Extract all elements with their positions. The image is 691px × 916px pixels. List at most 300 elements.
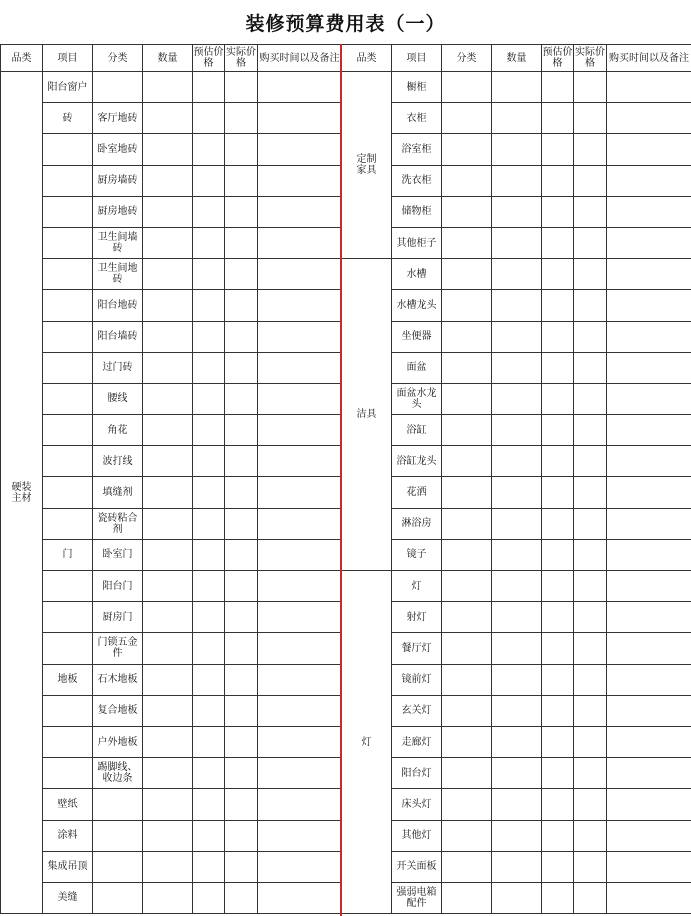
actual-price-cell[interactable] bbox=[574, 726, 607, 757]
note-cell[interactable] bbox=[607, 134, 691, 165]
qty-cell[interactable] bbox=[492, 290, 542, 321]
table-row bbox=[1, 259, 342, 290]
note-cell[interactable] bbox=[258, 633, 342, 664]
sub-cell[interactable] bbox=[442, 633, 492, 664]
note-cell[interactable] bbox=[607, 321, 691, 352]
qty-cell[interactable] bbox=[492, 602, 542, 633]
actual-price-cell[interactable] bbox=[225, 352, 258, 383]
sub-cell[interactable] bbox=[442, 508, 492, 539]
qty-cell[interactable] bbox=[492, 695, 542, 726]
est-price-cell[interactable] bbox=[542, 633, 574, 664]
actual-price-cell[interactable] bbox=[225, 290, 258, 321]
sub-cell[interactable] bbox=[442, 477, 492, 508]
sub-cell[interactable] bbox=[442, 227, 492, 258]
sub-cell[interactable] bbox=[442, 383, 492, 414]
actual-price-cell[interactable] bbox=[574, 539, 607, 570]
est-price-cell[interactable] bbox=[193, 726, 225, 757]
actual-price-cell[interactable] bbox=[225, 851, 258, 882]
qty-cell[interactable] bbox=[143, 477, 193, 508]
actual-price-cell[interactable] bbox=[225, 383, 258, 414]
item-cell: 其他灯 bbox=[392, 820, 442, 851]
qty-cell[interactable] bbox=[492, 352, 542, 383]
est-price-cell[interactable] bbox=[542, 227, 574, 258]
est-price-cell[interactable] bbox=[542, 103, 574, 134]
category-cell-0 bbox=[342, 72, 392, 259]
qty-cell[interactable] bbox=[492, 477, 542, 508]
sub-cell: 厨房地砖 bbox=[93, 196, 143, 227]
actual-price-cell[interactable] bbox=[574, 321, 607, 352]
note-cell[interactable] bbox=[607, 259, 691, 290]
actual-price-cell[interactable] bbox=[574, 227, 607, 258]
note-cell[interactable] bbox=[607, 72, 691, 103]
qty-cell[interactable] bbox=[143, 695, 193, 726]
actual-price-cell[interactable] bbox=[225, 664, 258, 695]
note-cell[interactable] bbox=[258, 882, 342, 913]
est-price-cell[interactable] bbox=[193, 882, 225, 913]
table-row bbox=[342, 695, 691, 726]
note-cell[interactable] bbox=[258, 290, 342, 321]
note-cell[interactable] bbox=[258, 820, 342, 851]
qty-cell[interactable] bbox=[492, 446, 542, 477]
qty-cell[interactable] bbox=[492, 571, 542, 602]
est-price-cell[interactable] bbox=[193, 602, 225, 633]
note-cell[interactable] bbox=[607, 820, 691, 851]
qty-cell[interactable] bbox=[492, 789, 542, 820]
qty-cell[interactable] bbox=[143, 633, 193, 664]
qty-cell[interactable] bbox=[492, 726, 542, 757]
sub-cell: 卧室地砖 bbox=[93, 134, 143, 165]
note-cell[interactable] bbox=[607, 477, 691, 508]
note-cell[interactable] bbox=[607, 508, 691, 539]
sub-cell bbox=[93, 851, 143, 882]
header-actual-price: 实际价格 bbox=[225, 45, 258, 72]
est-price-cell[interactable] bbox=[193, 321, 225, 352]
item-cell: 阳台窗户 bbox=[43, 72, 93, 103]
note-cell[interactable] bbox=[258, 446, 342, 477]
note-cell[interactable] bbox=[258, 72, 342, 103]
note-cell[interactable] bbox=[258, 103, 342, 134]
note-cell[interactable] bbox=[607, 758, 691, 789]
table-row bbox=[1, 851, 342, 882]
qty-cell[interactable] bbox=[143, 664, 193, 695]
header-note: 购买时间以及备注 bbox=[258, 45, 342, 72]
qty-cell[interactable] bbox=[492, 196, 542, 227]
qty-cell[interactable] bbox=[492, 165, 542, 196]
item-cell bbox=[43, 477, 93, 508]
page-title: 装修预算费用表（一） bbox=[245, 12, 446, 35]
est-price-cell[interactable] bbox=[542, 602, 574, 633]
item-cell: 砖 bbox=[43, 103, 93, 134]
table-row bbox=[1, 415, 342, 446]
est-price-cell[interactable] bbox=[542, 352, 574, 383]
note-cell[interactable] bbox=[607, 726, 691, 757]
actual-price-cell[interactable] bbox=[574, 196, 607, 227]
item-cell bbox=[43, 196, 93, 227]
est-price-cell[interactable] bbox=[193, 383, 225, 414]
actual-price-cell[interactable] bbox=[574, 290, 607, 321]
note-cell[interactable] bbox=[607, 539, 691, 570]
est-price-cell[interactable] bbox=[542, 290, 574, 321]
note-cell[interactable] bbox=[258, 789, 342, 820]
est-price-cell[interactable] bbox=[542, 695, 574, 726]
table-row bbox=[342, 789, 691, 820]
category-cell-hardware bbox=[1, 72, 43, 914]
qty-cell[interactable] bbox=[492, 882, 542, 913]
est-price-cell[interactable] bbox=[193, 290, 225, 321]
note-cell[interactable] bbox=[607, 383, 691, 414]
est-price-cell[interactable] bbox=[193, 72, 225, 103]
item-cell: 储物柜 bbox=[392, 196, 442, 227]
actual-price-cell[interactable] bbox=[574, 664, 607, 695]
qty-cell[interactable] bbox=[143, 321, 193, 352]
actual-price-cell[interactable] bbox=[574, 446, 607, 477]
actual-price-cell[interactable] bbox=[225, 227, 258, 258]
est-price-cell[interactable] bbox=[193, 134, 225, 165]
note-cell[interactable] bbox=[607, 633, 691, 664]
actual-price-cell[interactable] bbox=[225, 508, 258, 539]
actual-price-cell[interactable] bbox=[225, 196, 258, 227]
item-cell: 玄关灯 bbox=[392, 695, 442, 726]
qty-cell[interactable] bbox=[492, 851, 542, 882]
note-cell[interactable] bbox=[258, 259, 342, 290]
actual-price-cell[interactable] bbox=[225, 820, 258, 851]
table-row bbox=[342, 72, 691, 103]
actual-price-cell[interactable] bbox=[574, 103, 607, 134]
sub-cell[interactable] bbox=[442, 758, 492, 789]
header-est-price: 预估价格 bbox=[542, 45, 574, 72]
sub-cell[interactable] bbox=[442, 415, 492, 446]
sub-cell: 厨房墙砖 bbox=[93, 165, 143, 196]
est-price-cell[interactable] bbox=[193, 758, 225, 789]
note-cell[interactable] bbox=[258, 695, 342, 726]
item-cell bbox=[43, 259, 93, 290]
table-row bbox=[342, 664, 691, 695]
sub-cell[interactable] bbox=[442, 789, 492, 820]
qty-cell[interactable] bbox=[143, 726, 193, 757]
est-price-cell[interactable] bbox=[193, 415, 225, 446]
actual-price-cell[interactable] bbox=[574, 383, 607, 414]
est-price-cell[interactable] bbox=[542, 508, 574, 539]
qty-cell[interactable] bbox=[492, 103, 542, 134]
note-cell[interactable] bbox=[607, 227, 691, 258]
est-price-cell[interactable] bbox=[193, 664, 225, 695]
category-cell-1 bbox=[342, 259, 392, 571]
item-cell bbox=[43, 446, 93, 477]
est-price-cell[interactable] bbox=[193, 820, 225, 851]
item-cell: 花洒 bbox=[392, 477, 442, 508]
note-cell[interactable] bbox=[258, 851, 342, 882]
item-cell: 强弱电箱配件 bbox=[392, 882, 442, 913]
qty-cell[interactable] bbox=[143, 882, 193, 913]
actual-price-cell[interactable] bbox=[574, 882, 607, 913]
qty-cell[interactable] bbox=[143, 352, 193, 383]
actual-price-cell[interactable] bbox=[574, 134, 607, 165]
est-price-cell[interactable] bbox=[542, 477, 574, 508]
est-price-cell[interactable] bbox=[193, 352, 225, 383]
table-row bbox=[342, 508, 691, 539]
item-cell: 橱柜 bbox=[392, 72, 442, 103]
est-price-cell[interactable] bbox=[542, 571, 574, 602]
note-cell[interactable] bbox=[258, 571, 342, 602]
actual-price-cell[interactable] bbox=[225, 539, 258, 570]
est-price-cell[interactable] bbox=[542, 539, 574, 570]
note-cell[interactable] bbox=[258, 664, 342, 695]
note-cell[interactable] bbox=[607, 446, 691, 477]
est-price-cell[interactable] bbox=[193, 196, 225, 227]
qty-cell[interactable] bbox=[492, 415, 542, 446]
qty-cell[interactable] bbox=[492, 259, 542, 290]
sub-cell[interactable] bbox=[442, 134, 492, 165]
est-price-cell[interactable] bbox=[542, 664, 574, 695]
actual-price-cell[interactable] bbox=[574, 789, 607, 820]
est-price-cell[interactable] bbox=[193, 633, 225, 664]
actual-price-cell[interactable] bbox=[225, 415, 258, 446]
actual-price-cell[interactable] bbox=[225, 571, 258, 602]
note-cell[interactable] bbox=[258, 477, 342, 508]
actual-price-cell[interactable] bbox=[225, 789, 258, 820]
est-price-cell[interactable] bbox=[542, 415, 574, 446]
header-est-price: 预估价格 bbox=[193, 45, 225, 72]
qty-cell[interactable] bbox=[492, 820, 542, 851]
sub-cell[interactable] bbox=[442, 882, 492, 913]
sub-cell[interactable] bbox=[442, 539, 492, 570]
sub-cell[interactable] bbox=[442, 820, 492, 851]
actual-price-cell[interactable] bbox=[225, 446, 258, 477]
qty-cell[interactable] bbox=[143, 446, 193, 477]
qty-cell[interactable] bbox=[492, 72, 542, 103]
sub-cell[interactable] bbox=[442, 851, 492, 882]
actual-price-cell[interactable] bbox=[225, 633, 258, 664]
note-cell[interactable] bbox=[607, 290, 691, 321]
est-price-cell[interactable] bbox=[542, 851, 574, 882]
est-price-cell[interactable] bbox=[542, 789, 574, 820]
table-row bbox=[1, 165, 342, 196]
est-price-cell[interactable] bbox=[542, 383, 574, 414]
qty-cell[interactable] bbox=[492, 539, 542, 570]
est-price-cell[interactable] bbox=[542, 134, 574, 165]
note-cell[interactable] bbox=[607, 602, 691, 633]
table-row bbox=[342, 571, 691, 602]
note-cell[interactable] bbox=[258, 539, 342, 570]
qty-cell[interactable] bbox=[143, 383, 193, 414]
actual-price-cell[interactable] bbox=[225, 882, 258, 913]
qty-cell[interactable] bbox=[143, 820, 193, 851]
est-price-cell[interactable] bbox=[542, 196, 574, 227]
sub-cell[interactable] bbox=[442, 72, 492, 103]
note-cell[interactable] bbox=[607, 882, 691, 913]
note-cell[interactable] bbox=[258, 227, 342, 258]
actual-price-cell[interactable] bbox=[574, 259, 607, 290]
sub-cell[interactable] bbox=[442, 352, 492, 383]
note-cell[interactable] bbox=[258, 758, 342, 789]
qty-cell[interactable] bbox=[492, 633, 542, 664]
note-cell[interactable] bbox=[258, 602, 342, 633]
actual-price-cell[interactable] bbox=[574, 820, 607, 851]
item-cell bbox=[43, 508, 93, 539]
est-price-cell[interactable] bbox=[542, 882, 574, 913]
qty-cell[interactable] bbox=[492, 134, 542, 165]
qty-cell[interactable] bbox=[143, 571, 193, 602]
qty-cell[interactable] bbox=[143, 758, 193, 789]
qty-cell[interactable] bbox=[492, 383, 542, 414]
qty-cell[interactable] bbox=[143, 851, 193, 882]
table-row bbox=[1, 820, 342, 851]
sub-cell: 踢脚线、收边条 bbox=[93, 758, 143, 789]
actual-price-cell[interactable] bbox=[225, 602, 258, 633]
sub-cell[interactable] bbox=[442, 196, 492, 227]
est-price-cell[interactable] bbox=[193, 508, 225, 539]
qty-cell[interactable] bbox=[143, 227, 193, 258]
qty-cell[interactable] bbox=[143, 103, 193, 134]
est-price-cell[interactable] bbox=[193, 571, 225, 602]
actual-price-cell[interactable] bbox=[574, 352, 607, 383]
est-price-cell[interactable] bbox=[193, 851, 225, 882]
actual-price-cell[interactable] bbox=[225, 695, 258, 726]
table-row bbox=[1, 695, 342, 726]
note-cell[interactable] bbox=[607, 695, 691, 726]
actual-price-cell[interactable] bbox=[225, 758, 258, 789]
actual-price-cell[interactable] bbox=[574, 477, 607, 508]
sub-cell[interactable] bbox=[442, 446, 492, 477]
note-cell[interactable] bbox=[607, 415, 691, 446]
table-row bbox=[1, 571, 342, 602]
actual-price-cell[interactable] bbox=[574, 508, 607, 539]
note-cell[interactable] bbox=[258, 415, 342, 446]
note-cell[interactable] bbox=[258, 726, 342, 757]
actual-price-cell[interactable] bbox=[574, 571, 607, 602]
actual-price-cell[interactable] bbox=[574, 758, 607, 789]
qty-cell[interactable] bbox=[143, 196, 193, 227]
note-cell[interactable] bbox=[607, 664, 691, 695]
qty-cell[interactable] bbox=[492, 508, 542, 539]
actual-price-cell[interactable] bbox=[574, 633, 607, 664]
sub-cell[interactable] bbox=[442, 103, 492, 134]
note-cell[interactable] bbox=[607, 165, 691, 196]
est-price-cell[interactable] bbox=[542, 446, 574, 477]
sub-cell: 角花 bbox=[93, 415, 143, 446]
est-price-cell[interactable] bbox=[542, 72, 574, 103]
note-cell[interactable] bbox=[607, 789, 691, 820]
qty-cell[interactable] bbox=[143, 259, 193, 290]
est-price-cell[interactable] bbox=[193, 227, 225, 258]
actual-price-cell[interactable] bbox=[225, 477, 258, 508]
est-price-cell[interactable] bbox=[193, 539, 225, 570]
est-price-cell[interactable] bbox=[193, 103, 225, 134]
item-cell: 浴缸 bbox=[392, 415, 442, 446]
est-price-cell[interactable] bbox=[193, 446, 225, 477]
note-cell[interactable] bbox=[258, 196, 342, 227]
table-row bbox=[1, 227, 342, 258]
qty-cell[interactable] bbox=[143, 415, 193, 446]
qty-cell[interactable] bbox=[143, 72, 193, 103]
actual-price-cell[interactable] bbox=[574, 415, 607, 446]
note-cell[interactable] bbox=[258, 321, 342, 352]
table-row bbox=[1, 196, 342, 227]
actual-price-cell[interactable] bbox=[225, 103, 258, 134]
actual-price-cell[interactable] bbox=[574, 695, 607, 726]
note-cell[interactable] bbox=[607, 196, 691, 227]
note-cell[interactable] bbox=[607, 352, 691, 383]
qty-cell[interactable] bbox=[492, 321, 542, 352]
qty-cell[interactable] bbox=[143, 134, 193, 165]
est-price-cell[interactable] bbox=[542, 758, 574, 789]
qty-cell[interactable] bbox=[143, 508, 193, 539]
actual-price-cell[interactable] bbox=[574, 165, 607, 196]
actual-price-cell[interactable] bbox=[225, 321, 258, 352]
sub-cell[interactable] bbox=[442, 726, 492, 757]
sub-cell[interactable] bbox=[442, 259, 492, 290]
qty-cell[interactable] bbox=[143, 539, 193, 570]
note-cell[interactable] bbox=[258, 508, 342, 539]
note-cell[interactable] bbox=[607, 851, 691, 882]
sub-cell[interactable] bbox=[442, 695, 492, 726]
est-price-cell[interactable] bbox=[542, 726, 574, 757]
qty-cell[interactable] bbox=[143, 165, 193, 196]
est-price-cell[interactable] bbox=[193, 789, 225, 820]
note-cell[interactable] bbox=[258, 352, 342, 383]
note-cell[interactable] bbox=[258, 383, 342, 414]
sub-cell[interactable] bbox=[442, 321, 492, 352]
actual-price-cell[interactable] bbox=[225, 726, 258, 757]
sub-cell[interactable] bbox=[442, 165, 492, 196]
note-cell[interactable] bbox=[607, 571, 691, 602]
actual-price-cell[interactable] bbox=[574, 602, 607, 633]
header-note: 购买时间以及备注 bbox=[607, 45, 691, 72]
table-row bbox=[1, 446, 342, 477]
table-row bbox=[1, 383, 342, 414]
actual-price-cell[interactable] bbox=[574, 72, 607, 103]
est-price-cell[interactable] bbox=[542, 165, 574, 196]
item-cell bbox=[43, 227, 93, 258]
sub-cell[interactable] bbox=[442, 602, 492, 633]
item-cell: 射灯 bbox=[392, 602, 442, 633]
sub-cell: 卫生间墙砖 bbox=[93, 227, 143, 258]
actual-price-cell[interactable] bbox=[574, 851, 607, 882]
est-price-cell[interactable] bbox=[193, 695, 225, 726]
actual-price-cell[interactable] bbox=[225, 72, 258, 103]
actual-price-cell[interactable] bbox=[225, 134, 258, 165]
qty-cell[interactable] bbox=[492, 664, 542, 695]
est-price-cell[interactable] bbox=[542, 259, 574, 290]
qty-cell[interactable] bbox=[492, 227, 542, 258]
qty-cell[interactable] bbox=[143, 290, 193, 321]
note-cell[interactable] bbox=[607, 103, 691, 134]
right-header-row bbox=[342, 45, 691, 72]
est-price-cell[interactable] bbox=[542, 820, 574, 851]
est-price-cell[interactable] bbox=[193, 259, 225, 290]
actual-price-cell[interactable] bbox=[225, 165, 258, 196]
sub-cell: 波打线 bbox=[93, 446, 143, 477]
est-price-cell[interactable] bbox=[193, 165, 225, 196]
table-row bbox=[342, 196, 691, 227]
qty-cell[interactable] bbox=[492, 758, 542, 789]
table-row bbox=[1, 290, 342, 321]
item-cell: 水槽 bbox=[392, 259, 442, 290]
actual-price-cell[interactable] bbox=[225, 259, 258, 290]
note-cell[interactable] bbox=[258, 165, 342, 196]
qty-cell[interactable] bbox=[143, 789, 193, 820]
item-cell: 床头灯 bbox=[392, 789, 442, 820]
sub-cell[interactable] bbox=[442, 664, 492, 695]
est-price-cell[interactable] bbox=[542, 321, 574, 352]
sub-cell[interactable] bbox=[442, 290, 492, 321]
sub-cell[interactable] bbox=[442, 571, 492, 602]
est-price-cell[interactable] bbox=[193, 477, 225, 508]
sub-cell: 瓷砖粘合剂 bbox=[93, 508, 143, 539]
qty-cell[interactable] bbox=[143, 602, 193, 633]
item-cell: 美缝 bbox=[43, 882, 93, 913]
note-cell[interactable] bbox=[258, 134, 342, 165]
